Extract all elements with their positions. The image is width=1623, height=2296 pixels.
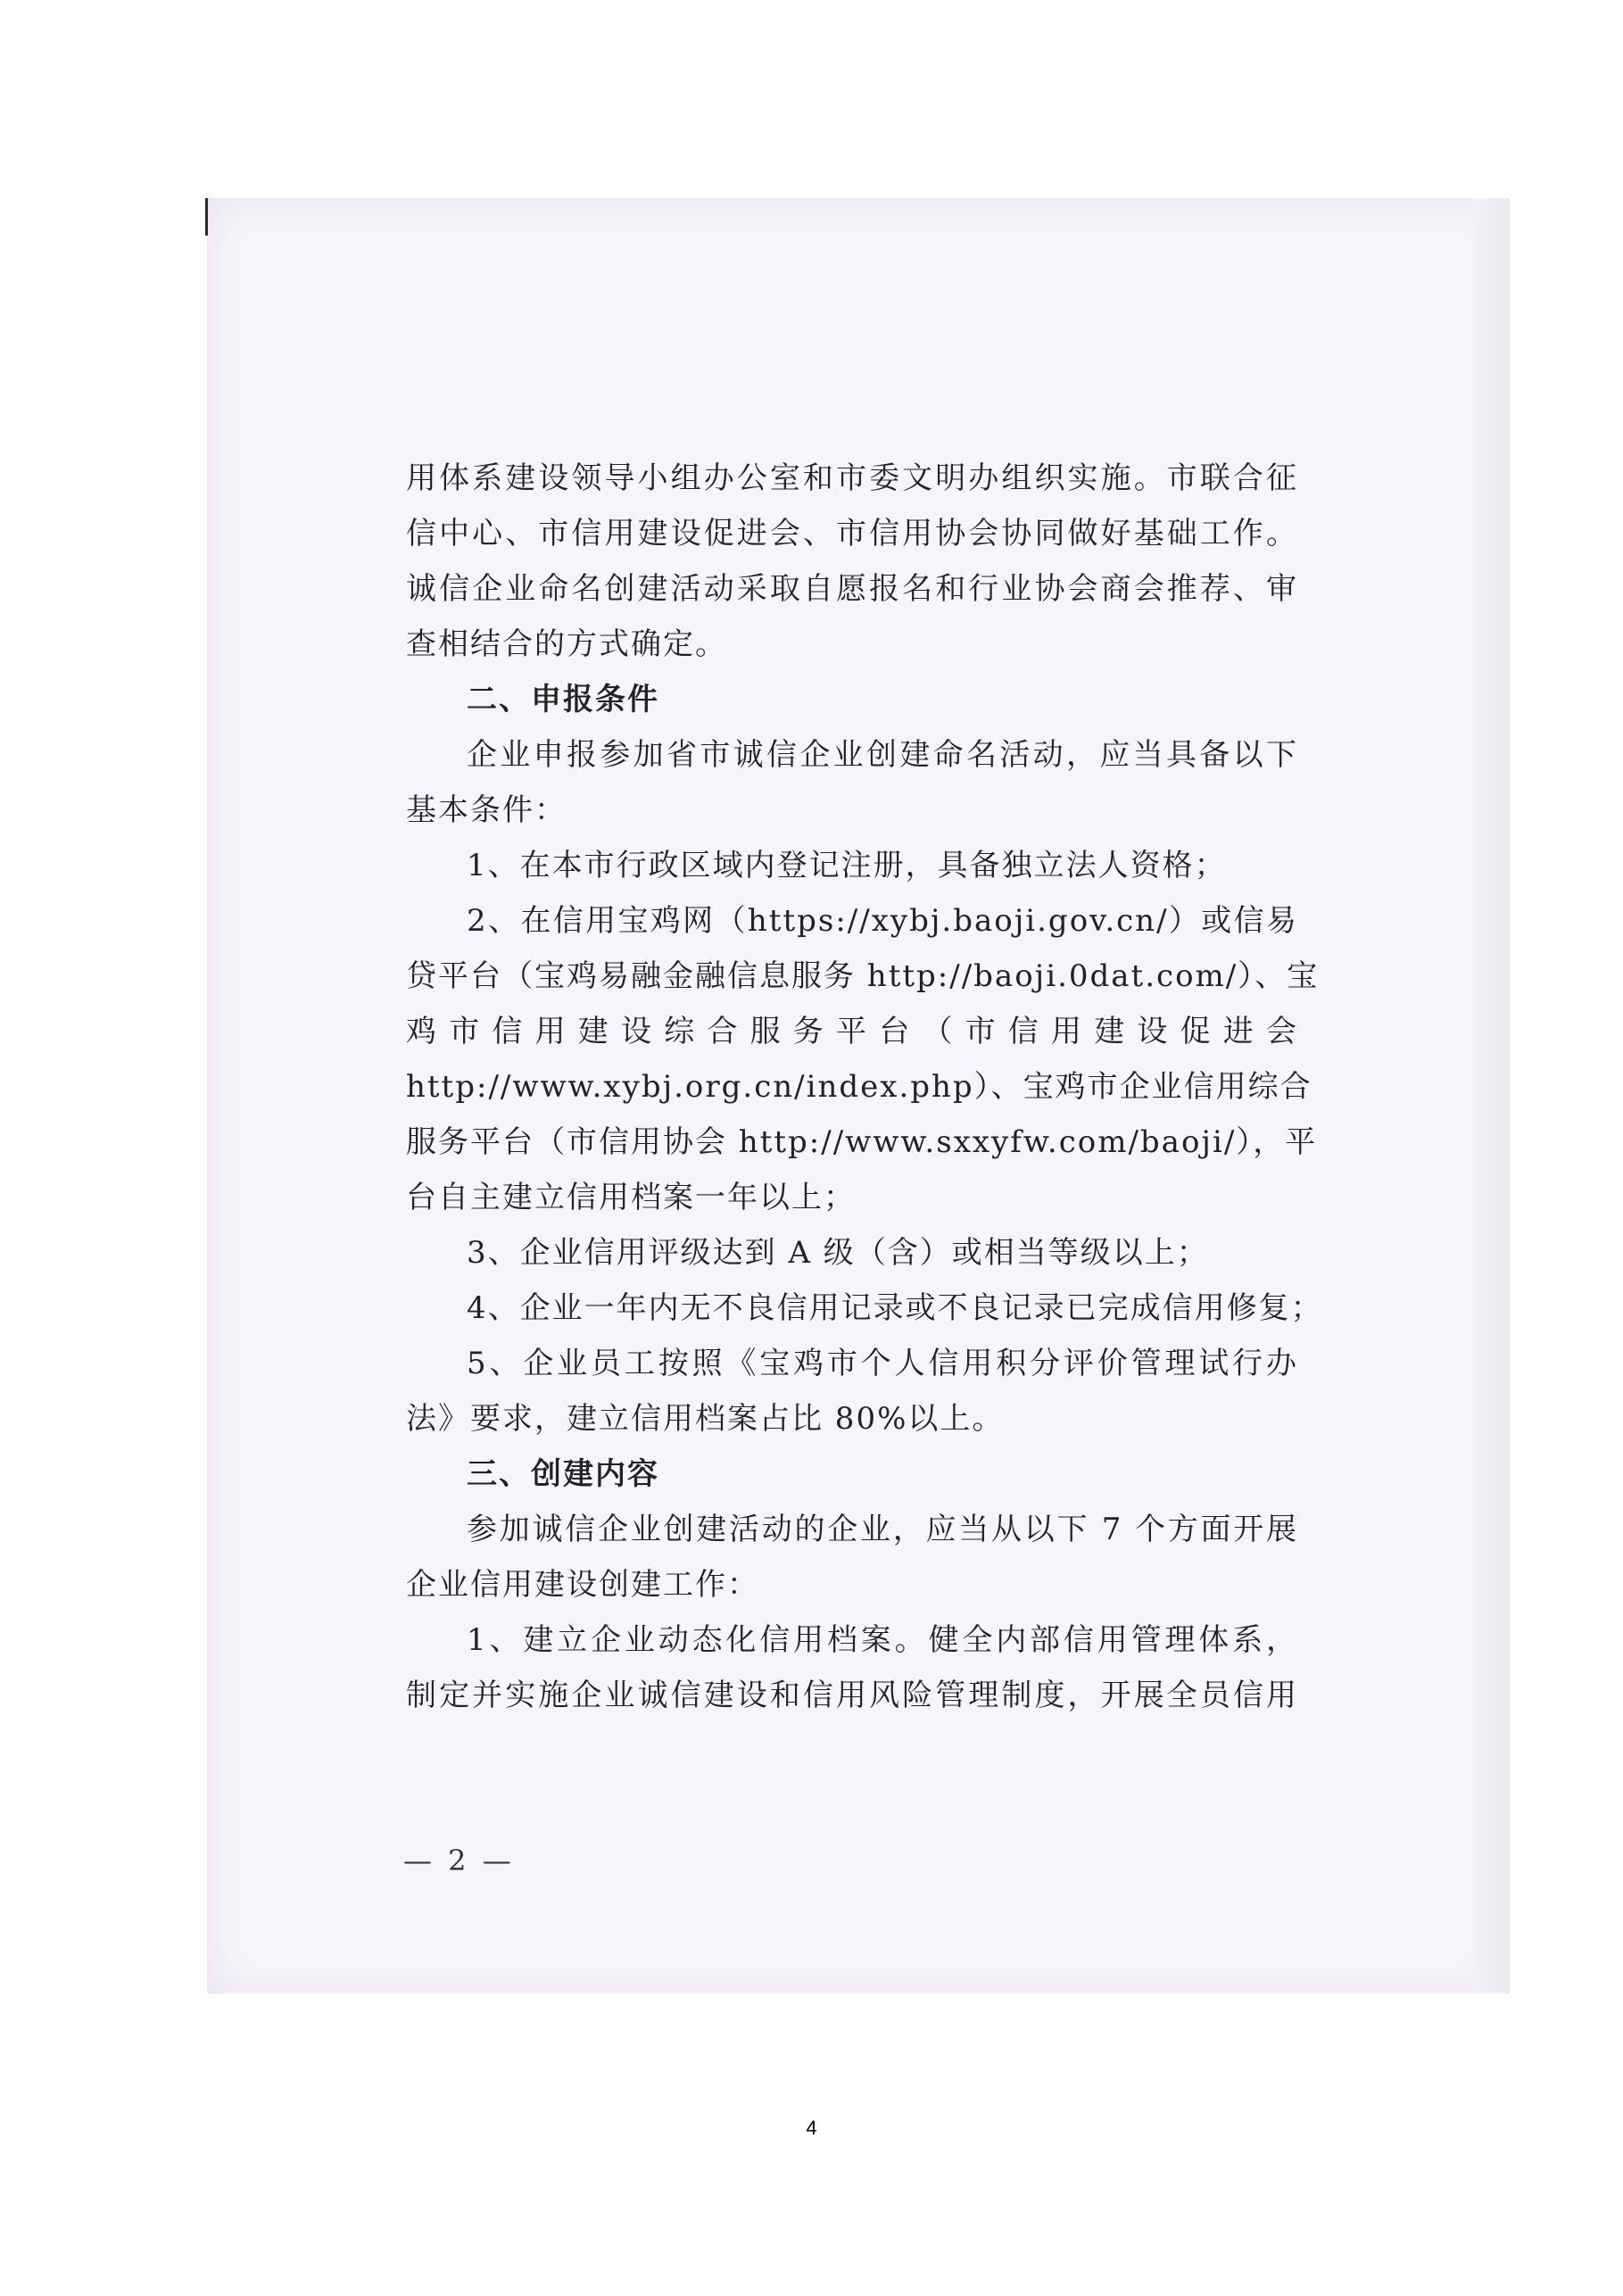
text-line: 查相结合的方式确定。 [406, 626, 727, 662]
section-heading-2: 二、申报条件 [467, 682, 659, 717]
text-line: 诚信企业命名创建活动采取自愿报名和行业协会商会推荐、审 [406, 571, 1298, 607]
text-line: 法》要求，建立信用档案占比 80%以上。 [406, 1401, 1005, 1437]
section-heading-3: 三、创建内容 [467, 1456, 659, 1492]
text-line: 参加诚信企业创建活动的企业，应当从以下 7 个方面开展 [467, 1512, 1298, 1547]
text-line: 服务平台（市信用协会 http://www.sxxyfw.com/baoji/），平 [406, 1124, 1318, 1160]
list-item-1: 1、在本市行政区域内登记注册，具备独立法人资格； [467, 848, 1227, 883]
scan-edge-mark [205, 198, 208, 236]
footer-page-number: 4 [806, 2117, 817, 2139]
inner-page-number: — 2 — [403, 1844, 515, 1877]
text-line: 企业信用建设创建工作： [406, 1567, 759, 1603]
list-item-content-1: 1、建立企业动态化信用档案。健全内部信用管理体系， [467, 1622, 1298, 1658]
list-item-5: 5、企业员工按照《宝鸡市个人信用积分评价管理试行办 [467, 1346, 1298, 1381]
text-line: 企业申报参加省市诚信企业创建命名活动，应当具备以下 [467, 737, 1298, 773]
text-line: 制定并实施企业诚信建设和信用风险管理制度，开展全员信用 [406, 1678, 1298, 1713]
text-line: 信中心、市信用建设促进会、市信用协会协同做好基础工作。 [406, 516, 1298, 551]
text-line: 鸡市信用建设综合服务平台（市信用建设促进会 [406, 1014, 1298, 1049]
text-line: 用体系建设领导小组办公室和市委文明办组织实施。市联合征 [406, 460, 1298, 496]
list-item-4: 4、企业一年内无不良信用记录或不良记录已完成信用修复； [467, 1290, 1323, 1326]
text-line: http://www.xybj.org.cn/index.php）、宝鸡市企业信用综合 [406, 1069, 1312, 1105]
body-text [406, 451, 1323, 1723]
scan-shadow [1472, 198, 1510, 1993]
text-line: 贷平台（宝鸡易融金融信息服务 http://baoji.0dat.com/）、宝 [406, 958, 1320, 994]
text-line: 基本条件： [406, 792, 567, 828]
list-item-3: 3、企业信用评级达到 A 级（含）或相当等级以上； [467, 1235, 1209, 1271]
list-item-2: 2、在信用宝鸡网（https://xybj.baoji.gov.cn/）或信易 [467, 903, 1298, 939]
text-line: 台自主建立信用档案一年以上； [406, 1180, 856, 1215]
